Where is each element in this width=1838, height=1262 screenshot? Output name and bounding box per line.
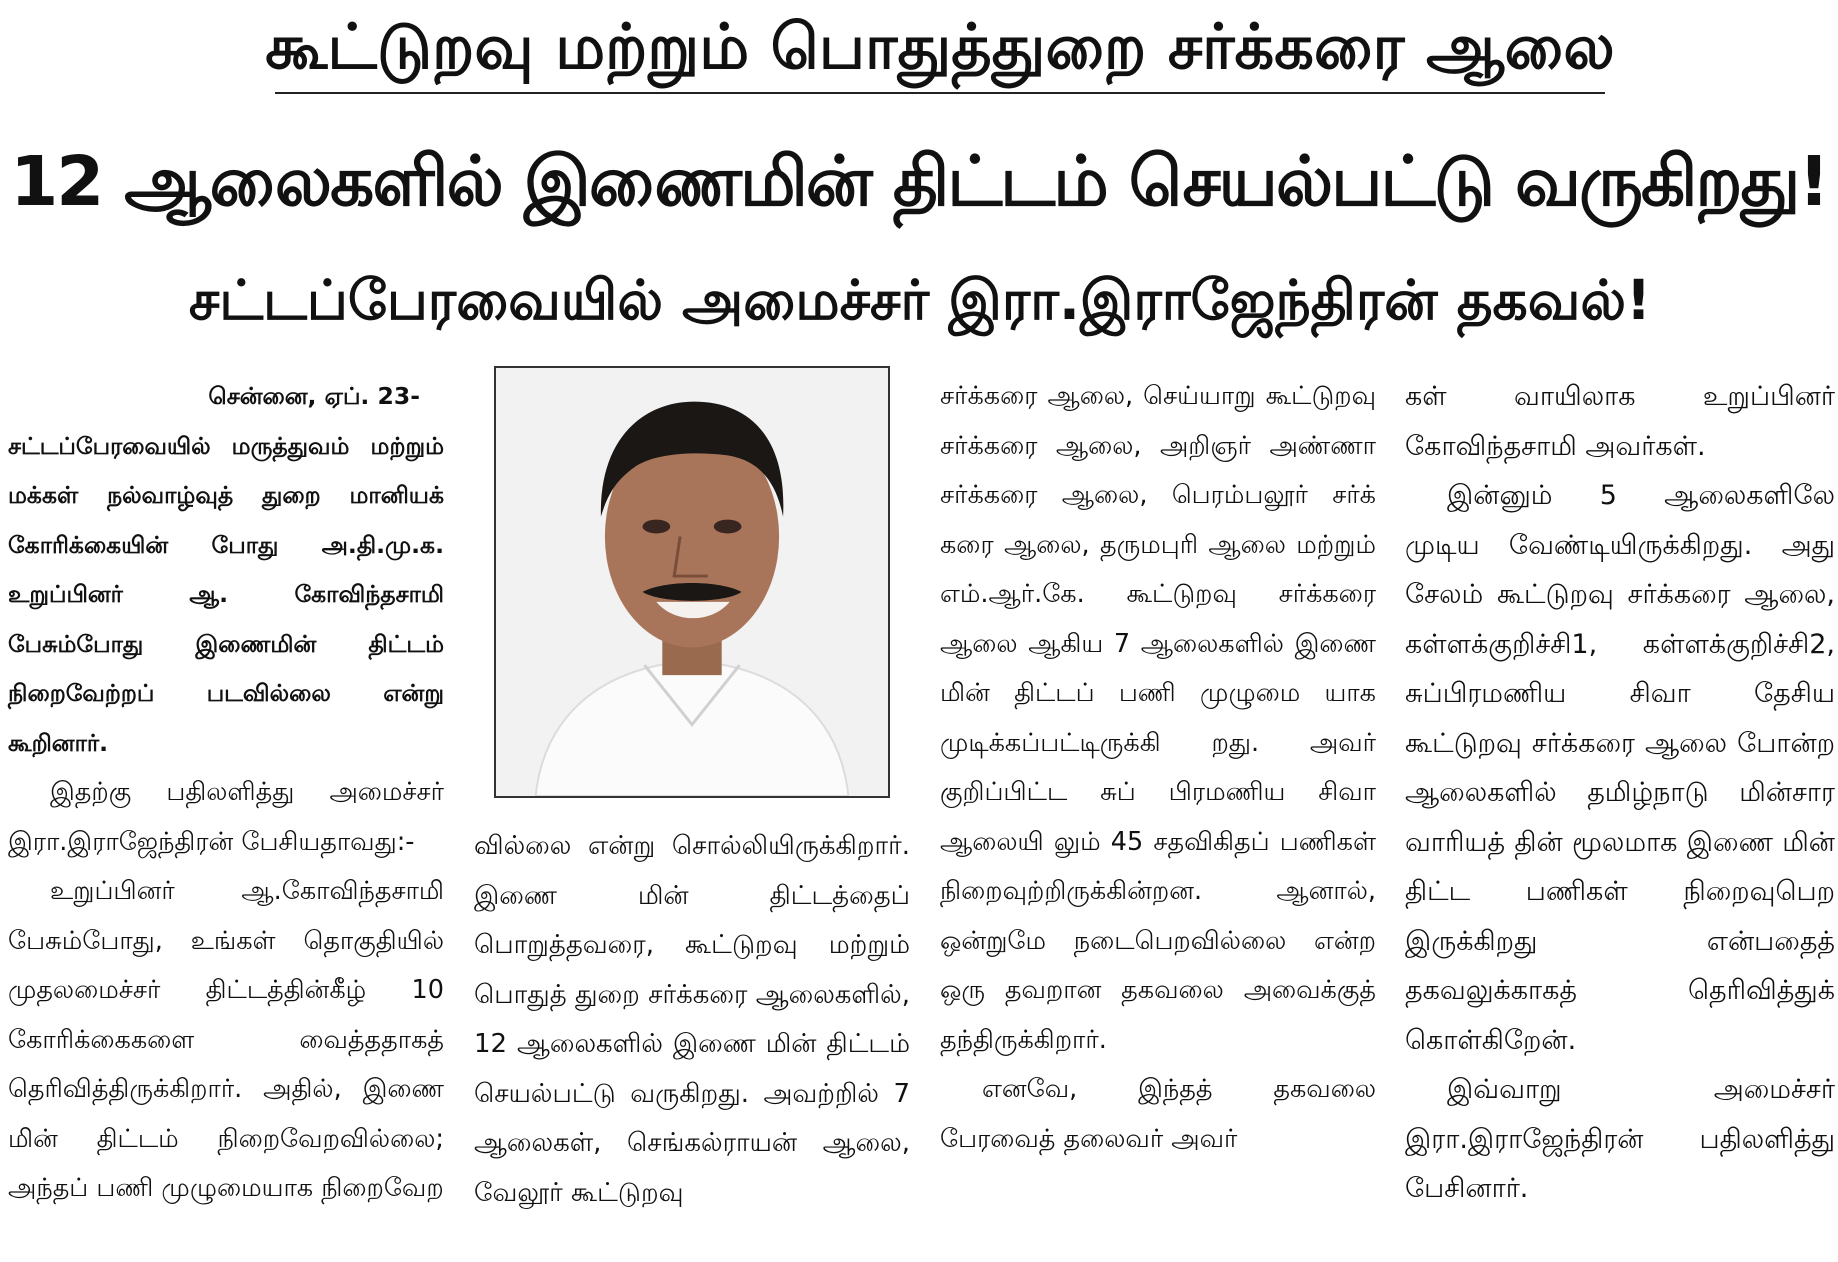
headline: 12 ஆலைகளில் இணைமின் திட்டம் செயல்பட்டு வருகிறது! [10,142,1828,222]
kicker-underline [275,92,1605,94]
column-1 [8,372,444,1214]
minister-photo [494,366,890,798]
lead-text: சட்டப்பேரவையில் மருத்துவம் மற்றும் மக்கள் நல்வாழ்வுத் துறை மானியக் கோரிக்கையின் போது அ.தி.மு.க. உறுப்பினர் ஆ. கோவிந்தசாமி பேசும்போது இணைமின் திட்டம் நிறைவேற்றப் படவில்லை என்று கூறினார். [8,431,444,757]
paragraph: இவ்வாறு அமைச்சர் இரா.இராஜேந்திரன் பதிலளித்து பேசினார். [1405,1074,1835,1204]
paragraph: எனவே, இந்தத் தகவலை பேரவைத் தலைவர் அவர் [940,1074,1376,1154]
paragraph: உறுப்பினர் ஆ.கோவிந்தசாமி பேசும்போது, உங்கள் தொகுதியில் முதலமைச்சர் திட்டத்தின்கீழ் 10 கோரிக்கைகளை வைத்ததாகத் தெரிவித்திருக்கிறார். அதில், இணை மின் திட்டம் நிறைவேறவில்லை; அந்தப் பணி முழுமையாக நிறைவேற [8,876,444,1203]
paragraph: கள் வாயிலாக உறுப்பினர் கோவிந்தசாமி அவர்கள். [1405,381,1835,462]
column-2 [474,822,910,1218]
column-3 [940,372,1376,1164]
dateline: சென்னை, ஏப். 23- [208,382,420,410]
paragraph: இன்னும் 5 ஆலைகளிலே முடிய வேண்டியிருக்கிறது. அது சேலம் கூட்டுறவு சர்க்கரை ஆலை, கள்ளக்குறிச்சி1, கள்ளக்குறிச்சி2, சுப்பிரமணிய சிவா தேசிய கூட்டுறவு சர்க்கரை ஆலை போன்ற ஆலைகளில் தமிழ்நாடு மின்சார வாரியத் தின் மூலமாக இணை மின் திட்ட பணிகள் நிறைவுபெற இருக்கிறது என்பதைத் தகவலுக்காகத் தெரிவித்துக் கொள்கிறேன். [1405,480,1835,1056]
paragraph: சர்க்கரை ஆலை, செய்யாறு கூட்டுறவு சர்க்கரை ஆலை, அறிஞர் அண்ணா சர்க்கரை ஆலை, பெரம்பலூர் சர்க் கரை ஆலை, தருமபுரி ஆலை மற்றும் எம்.ஆர்.கே. கூட்டுறவு சர்க்கரை ஆலை ஆகிய 7 ஆலைகளில் இணை மின் திட்டப் பணி முழுமை யாக முடிக்கப்பட்டிருக்கி றது. அவர் குறிப்பிட்ட சுப் பிரமணிய சிவா ஆலையி லும் 45 சதவிகிதப் பணிகள் நிறைவுற்றிருக்கின்றன. ஆனால், ஒன்றுமே நடைபெறவில்லை என்ற ஒரு தவறான தகவலை அவைக்குத் தந்திருக்கிறார். [940,381,1376,1055]
paragraph: இதற்கு பதிலளித்து அமைச்சர் இரா.இராஜேந்திரன் பேசியதாவது:- [8,777,444,857]
portrait-image [496,368,888,796]
lead-paragraph [8,372,444,768]
subheadline: சட்டப்பேரவையில் அமைச்சர் இரா.இராஜேந்திரன் தகவல்! [188,268,1652,332]
paragraph: வில்லை என்று சொல்லியிருக்கிறார். இணை மின் திட்டத்தைப் பொறுத்தவரை, கூட்டுறவு மற்றும் பொதுத் துறை சர்க்கரை ஆலைகளில், 12 ஆலைகளில் இணை மின் திட்டம் செயல்பட்டு வருகிறது. அவற்றில் 7 ஆலைகள், செங்கல்ராயன் ஆலை, வேலூர் கூட்டுறவு [474,831,910,1208]
kicker-title: கூட்டுறவு மற்றும் பொதுத்துறை சர்க்கரை ஆலை [265,10,1615,83]
column-4 [1405,372,1835,1214]
